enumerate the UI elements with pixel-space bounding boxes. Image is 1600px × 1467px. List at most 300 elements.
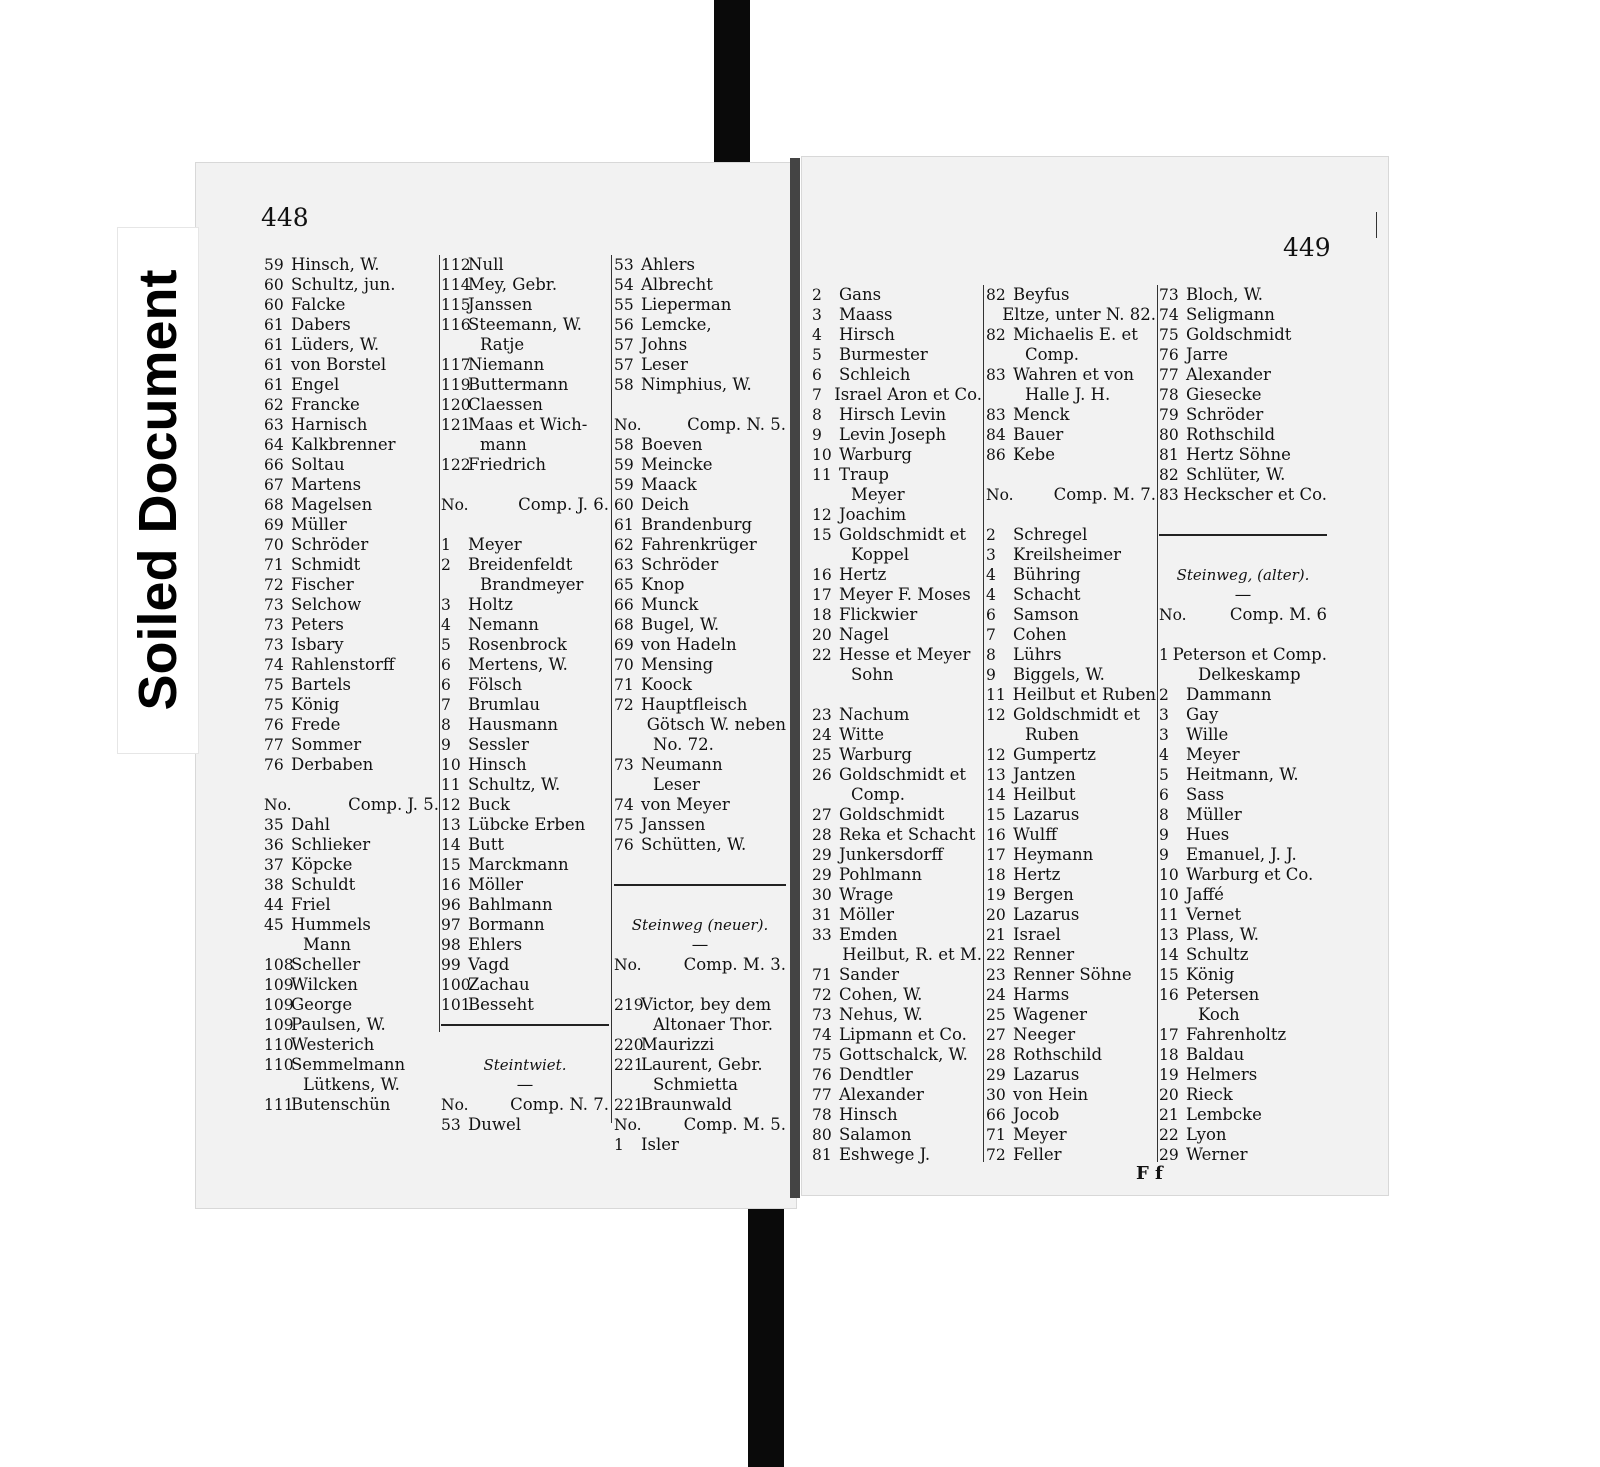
resident-name: Bugel, W. xyxy=(641,615,720,634)
directory-entry xyxy=(986,1145,1156,1165)
directory-entry xyxy=(441,1115,609,1135)
directory-entry xyxy=(441,315,609,335)
directory-entry xyxy=(614,575,786,595)
house-number: 60 xyxy=(264,276,284,294)
house-number: 71 xyxy=(812,966,832,984)
directory-entry xyxy=(812,285,982,305)
resident-name: Hesse et Meyer xyxy=(839,645,971,664)
resident-name: Dendtler xyxy=(839,1065,913,1084)
directory-column xyxy=(614,255,786,1155)
house-number: 1 xyxy=(1159,646,1169,664)
directory-entry xyxy=(812,605,982,625)
resident-name: Rosenbrock xyxy=(468,635,567,654)
dash-mark: — xyxy=(516,1075,534,1094)
directory-entry xyxy=(1159,705,1327,725)
resident-name: Comp. xyxy=(1025,345,1080,364)
house-number: 72 xyxy=(264,576,284,594)
house-number: 108 xyxy=(264,956,294,974)
resident-name: Junkersdorff xyxy=(839,845,944,864)
house-number: 15 xyxy=(1159,966,1179,984)
directory-entry xyxy=(812,745,982,765)
directory-entry xyxy=(812,805,982,825)
spacer xyxy=(986,465,1156,485)
entry-continuation xyxy=(812,545,982,565)
house-number: 83 xyxy=(1159,486,1179,504)
directory-entry xyxy=(812,445,982,465)
resident-name: Lazarus xyxy=(1013,905,1080,924)
house-number: 3 xyxy=(812,306,822,324)
house-number: 109 xyxy=(264,996,294,1014)
house-number: 65 xyxy=(614,576,634,594)
house-number: 6 xyxy=(441,656,451,674)
house-number: 29 xyxy=(1159,1146,1179,1164)
company-header xyxy=(614,415,786,435)
house-number: 76 xyxy=(264,716,284,734)
resident-name: Marckmann xyxy=(468,855,569,874)
company-label: Comp. J. 6. xyxy=(518,495,609,514)
directory-entry xyxy=(264,555,439,575)
resident-name: Mensing xyxy=(641,655,714,674)
house-number: 61 xyxy=(614,516,634,534)
house-number: 69 xyxy=(614,636,634,654)
house-number: 83 xyxy=(986,406,1006,424)
house-number: 77 xyxy=(264,736,284,754)
resident-name: Lazarus xyxy=(1013,1065,1080,1084)
resident-name: Derbaben xyxy=(291,755,374,774)
directory-entry xyxy=(986,745,1156,765)
house-number: No. xyxy=(441,496,469,514)
directory-entry xyxy=(264,915,439,935)
house-number: 16 xyxy=(812,566,832,584)
resident-name: Duwel xyxy=(468,1115,522,1134)
resident-name: Claessen xyxy=(468,395,543,414)
directory-entry xyxy=(264,495,439,515)
directory-entry xyxy=(1159,725,1327,745)
house-number: 5 xyxy=(441,636,451,654)
house-number: 97 xyxy=(441,916,461,934)
resident-name: Fahrenkrüger xyxy=(641,535,757,554)
resident-name: Martens xyxy=(291,475,362,494)
resident-name: Witte xyxy=(839,725,884,744)
directory-entry xyxy=(812,1085,982,1105)
directory-entry xyxy=(986,445,1156,465)
company-header xyxy=(614,955,786,975)
house-number: 6 xyxy=(986,606,996,624)
section-rule xyxy=(1159,525,1327,545)
directory-entry xyxy=(264,515,439,535)
resident-name: Jocob xyxy=(1013,1105,1060,1124)
resident-name: Meyer xyxy=(1013,1125,1067,1144)
resident-name: Magelsen xyxy=(291,495,373,514)
directory-column xyxy=(986,285,1156,1165)
directory-entry xyxy=(264,755,439,775)
directory-entry xyxy=(1159,865,1327,885)
directory-entry xyxy=(1159,945,1327,965)
house-number: 11 xyxy=(441,776,461,794)
spacer xyxy=(441,1035,609,1055)
house-number: 12 xyxy=(441,796,461,814)
directory-entry xyxy=(614,615,786,635)
directory-entry xyxy=(812,505,982,525)
directory-entry xyxy=(812,1125,982,1145)
resident-name: Isler xyxy=(641,1135,679,1154)
directory-entry xyxy=(441,615,609,635)
resident-name: Helmers xyxy=(1186,1065,1258,1084)
house-number: 73 xyxy=(1159,286,1179,304)
house-number: 7 xyxy=(812,386,822,404)
directory-entry xyxy=(264,595,439,615)
house-number: 29 xyxy=(986,1066,1006,1084)
resident-name: Gottschalck, W. xyxy=(839,1045,968,1064)
resident-name: Fischer xyxy=(291,575,354,594)
signature-mark: F f xyxy=(1136,1163,1163,1184)
house-number: 122 xyxy=(441,456,471,474)
entry-continuation xyxy=(986,345,1156,365)
directory-entry xyxy=(1159,1085,1327,1105)
house-number: 74 xyxy=(1159,306,1179,324)
house-number: 78 xyxy=(1159,386,1179,404)
resident-name: von Hadeln xyxy=(641,635,737,654)
directory-entry xyxy=(812,845,982,865)
directory-entry xyxy=(1159,345,1327,365)
house-number: 22 xyxy=(812,646,832,664)
directory-entry xyxy=(812,705,982,725)
directory-entry xyxy=(986,645,1156,665)
house-number: 119 xyxy=(441,376,471,394)
resident-name: Wagener xyxy=(1013,1005,1087,1024)
house-number: 221 xyxy=(614,1096,644,1114)
resident-name: Kreilsheimer xyxy=(1013,545,1121,564)
resident-name: Friedrich xyxy=(468,455,546,474)
house-number: 70 xyxy=(264,536,284,554)
house-number: 2 xyxy=(1159,686,1169,704)
house-number: 57 xyxy=(614,356,634,374)
resident-name: No. 72. xyxy=(653,735,714,754)
resident-name: Flickwier xyxy=(839,605,918,624)
house-number: 18 xyxy=(986,866,1006,884)
resident-name: Halle J. H. xyxy=(1025,385,1111,404)
directory-entry xyxy=(264,255,439,275)
directory-entry xyxy=(614,1095,786,1115)
resident-name: Schacht xyxy=(1013,585,1081,604)
resident-name: Delkeskamp xyxy=(1198,665,1301,684)
resident-name: Leser xyxy=(641,355,688,374)
house-number: 82 xyxy=(986,326,1006,344)
resident-name: Meincke xyxy=(641,455,713,474)
directory-entry xyxy=(812,645,982,665)
directory-entry xyxy=(264,355,439,375)
resident-name: Sessler xyxy=(468,735,529,754)
house-number: 6 xyxy=(1159,786,1169,804)
directory-entry xyxy=(264,415,439,435)
resident-name: Rothschild xyxy=(1013,1045,1103,1064)
resident-name: Baldau xyxy=(1186,1045,1245,1064)
house-number: 81 xyxy=(1159,446,1179,464)
resident-name: Koppel xyxy=(851,545,909,564)
resident-name: Mey, Gebr. xyxy=(468,275,558,294)
spacer xyxy=(614,855,786,875)
resident-name: Engel xyxy=(291,375,340,394)
column-divider xyxy=(439,255,440,1032)
resident-name: Traup xyxy=(839,465,889,484)
resident-name: Johns xyxy=(641,335,688,354)
house-number: 9 xyxy=(1159,826,1169,844)
house-number: 15 xyxy=(812,526,832,544)
directory-entry xyxy=(441,835,609,855)
house-number: 2 xyxy=(441,556,451,574)
house-number: 14 xyxy=(1159,946,1179,964)
directory-entry xyxy=(614,595,786,615)
resident-name: Wilcken xyxy=(291,975,358,994)
house-number: 45 xyxy=(264,916,284,934)
house-number: 82 xyxy=(986,286,1006,304)
directory-entry xyxy=(441,295,609,315)
resident-name: Rieck xyxy=(1186,1085,1233,1104)
resident-name: Koch xyxy=(1198,1005,1240,1024)
directory-entry xyxy=(986,1065,1156,1085)
house-number: 4 xyxy=(986,586,996,604)
directory-entry xyxy=(614,795,786,815)
resident-name: Müller xyxy=(1186,805,1242,824)
resident-name: Götsch W. neben xyxy=(646,715,786,734)
house-number: 109 xyxy=(264,976,294,994)
directory-entry xyxy=(264,535,439,555)
directory-entry xyxy=(441,695,609,715)
resident-name: Renner Söhne xyxy=(1013,965,1132,984)
resident-name: Goldschmidt et xyxy=(839,765,967,784)
directory-entry xyxy=(441,995,609,1015)
spacer xyxy=(441,475,609,495)
directory-entry xyxy=(614,675,786,695)
resident-name: von Meyer xyxy=(641,795,730,814)
directory-entry xyxy=(441,895,609,915)
resident-name: Buck xyxy=(468,795,510,814)
directory-entry xyxy=(614,335,786,355)
resident-name: Frede xyxy=(291,715,341,734)
resident-name: Bahlmann xyxy=(468,895,553,914)
resident-name: Wrage xyxy=(839,885,894,904)
directory-entry xyxy=(441,375,609,395)
house-number: 64 xyxy=(264,436,284,454)
house-number: 28 xyxy=(986,1046,1006,1064)
resident-name: Lütkens, W. xyxy=(303,1075,400,1094)
resident-name: Maack xyxy=(641,475,697,494)
house-number: No. xyxy=(986,486,1014,504)
directory-entry xyxy=(264,1015,439,1035)
resident-name: Sohn xyxy=(851,665,894,684)
directory-entry xyxy=(1159,845,1327,865)
column-divider xyxy=(611,255,612,1123)
directory-entry xyxy=(986,765,1156,785)
house-number: 6 xyxy=(812,366,822,384)
house-number: 73 xyxy=(614,756,634,774)
directory-entry xyxy=(1159,1145,1327,1165)
resident-name: Lyon xyxy=(1186,1125,1227,1144)
company-header xyxy=(441,495,609,515)
directory-entry xyxy=(1159,765,1327,785)
directory-entry xyxy=(614,435,786,455)
directory-entry xyxy=(986,805,1156,825)
resident-name: Eltze, unter N. 82. xyxy=(1002,305,1156,324)
directory-column xyxy=(1159,285,1327,1165)
company-header xyxy=(1159,605,1327,625)
resident-name: Ehlers xyxy=(468,935,523,954)
resident-name: Maas et Wich- xyxy=(468,415,588,434)
resident-name: Wille xyxy=(1186,725,1229,744)
directory-entry xyxy=(812,525,982,545)
directory-entry xyxy=(1159,425,1327,445)
resident-name: Schröder xyxy=(1186,405,1264,424)
resident-name: Nachum xyxy=(839,705,910,724)
resident-name: Maurizzi xyxy=(641,1035,715,1054)
directory-entry xyxy=(614,535,786,555)
house-number: 61 xyxy=(264,356,284,374)
resident-name: Michaelis E. et xyxy=(1013,325,1138,344)
directory-entry xyxy=(812,905,982,925)
directory-entry xyxy=(1159,1065,1327,1085)
resident-name: Hinsch, W. xyxy=(291,255,380,274)
directory-entry xyxy=(1159,385,1327,405)
directory-entry xyxy=(1159,825,1327,845)
directory-entry xyxy=(441,655,609,675)
company-label: Comp. N. 5. xyxy=(687,415,786,434)
house-number: 68 xyxy=(264,496,284,514)
house-number: 12 xyxy=(812,506,832,524)
resident-name: Israel Aron et Co. xyxy=(834,385,982,404)
house-number: 79 xyxy=(1159,406,1179,424)
directory-entry xyxy=(441,775,609,795)
house-number: 2 xyxy=(812,286,822,304)
house-number: 81 xyxy=(812,1146,832,1164)
directory-entry xyxy=(441,875,609,895)
house-number: 37 xyxy=(264,856,284,874)
directory-entry xyxy=(264,995,439,1015)
resident-name: Burmester xyxy=(839,345,928,364)
directory-entry xyxy=(1159,745,1327,765)
directory-entry xyxy=(264,815,439,835)
directory-entry xyxy=(986,945,1156,965)
directory-entry xyxy=(986,1085,1156,1105)
resident-name: Israel xyxy=(1013,925,1061,944)
house-number: 70 xyxy=(614,656,634,674)
house-number: 10 xyxy=(1159,866,1179,884)
directory-entry xyxy=(1159,405,1327,425)
house-number: 3 xyxy=(1159,726,1169,744)
house-number: 9 xyxy=(441,736,451,754)
directory-entry xyxy=(264,675,439,695)
resident-name: Hinsch xyxy=(839,1105,898,1124)
house-number: 73 xyxy=(812,1006,832,1024)
house-number: 60 xyxy=(264,296,284,314)
directory-entry xyxy=(812,865,982,885)
house-number: No. xyxy=(614,956,642,974)
directory-entry xyxy=(264,1035,439,1055)
house-number: 8 xyxy=(441,716,451,734)
directory-entry xyxy=(812,465,982,485)
house-number: 3 xyxy=(441,596,451,614)
resident-name: Petersen xyxy=(1186,985,1260,1004)
resident-name: Victor, bey dem xyxy=(641,995,772,1014)
resident-name: Kalkbrenner xyxy=(291,435,396,454)
directory-entry xyxy=(812,925,982,945)
house-number: 16 xyxy=(1159,986,1179,1004)
house-number: 15 xyxy=(986,806,1006,824)
resident-name: mann xyxy=(480,435,527,454)
spine-gutter xyxy=(790,158,800,1198)
directory-entry xyxy=(812,585,982,605)
house-number: No. xyxy=(264,796,292,814)
entry-continuation xyxy=(614,1075,786,1095)
resident-name: Deich xyxy=(641,495,690,514)
house-number: 8 xyxy=(986,646,996,664)
directory-entry xyxy=(614,375,786,395)
directory-entry xyxy=(986,825,1156,845)
directory-entry xyxy=(986,565,1156,585)
house-number: 61 xyxy=(264,376,284,394)
directory-entry xyxy=(812,305,982,325)
directory-entry xyxy=(614,515,786,535)
resident-name: Sander xyxy=(839,965,899,984)
directory-entry xyxy=(1159,1025,1327,1045)
house-number: 30 xyxy=(812,886,832,904)
spacer xyxy=(812,685,982,705)
directory-entry xyxy=(614,755,786,775)
entry-continuation xyxy=(264,935,439,955)
resident-name: Hauptfleisch xyxy=(641,695,748,714)
directory-entry xyxy=(812,625,982,645)
resident-name: Laurent, Gebr. xyxy=(641,1055,763,1074)
directory-entry xyxy=(264,275,439,295)
directory-entry xyxy=(614,455,786,475)
resident-name: Nimphius, W. xyxy=(641,375,752,394)
entry-continuation xyxy=(986,385,1156,405)
directory-entry xyxy=(441,955,609,975)
directory-entry xyxy=(986,1005,1156,1025)
section-rule xyxy=(441,1015,609,1035)
house-number: 17 xyxy=(812,586,832,604)
house-number: 3 xyxy=(1159,706,1169,724)
directory-entry xyxy=(264,315,439,335)
house-number: 62 xyxy=(614,536,634,554)
directory-entry xyxy=(986,285,1156,305)
directory-entry xyxy=(441,975,609,995)
resident-name: Harnisch xyxy=(291,415,368,434)
resident-name: Sass xyxy=(1186,785,1225,804)
resident-name: Comp. xyxy=(851,785,906,804)
house-number: 26 xyxy=(812,766,832,784)
directory-entry xyxy=(1159,785,1327,805)
house-number: 10 xyxy=(812,446,832,464)
house-number: 71 xyxy=(614,676,634,694)
resident-name: Warburg xyxy=(839,445,912,464)
resident-name: Hirsch Levin xyxy=(839,405,947,424)
house-number: 4 xyxy=(1159,746,1169,764)
entry-continuation xyxy=(812,785,982,805)
house-number: 36 xyxy=(264,836,284,854)
resident-name: Meyer xyxy=(1186,745,1240,764)
house-number: 110 xyxy=(264,1056,294,1074)
directory-entry xyxy=(614,355,786,375)
house-number: 7 xyxy=(986,626,996,644)
directory-entry xyxy=(986,405,1156,425)
directory-entry xyxy=(1159,485,1327,505)
resident-name: Emden xyxy=(839,925,898,944)
directory-entry xyxy=(441,275,609,295)
resident-name: Gay xyxy=(1186,705,1219,724)
house-number: 73 xyxy=(264,636,284,654)
resident-name: Schlüter, W. xyxy=(1186,465,1286,484)
directory-column xyxy=(264,255,439,1115)
